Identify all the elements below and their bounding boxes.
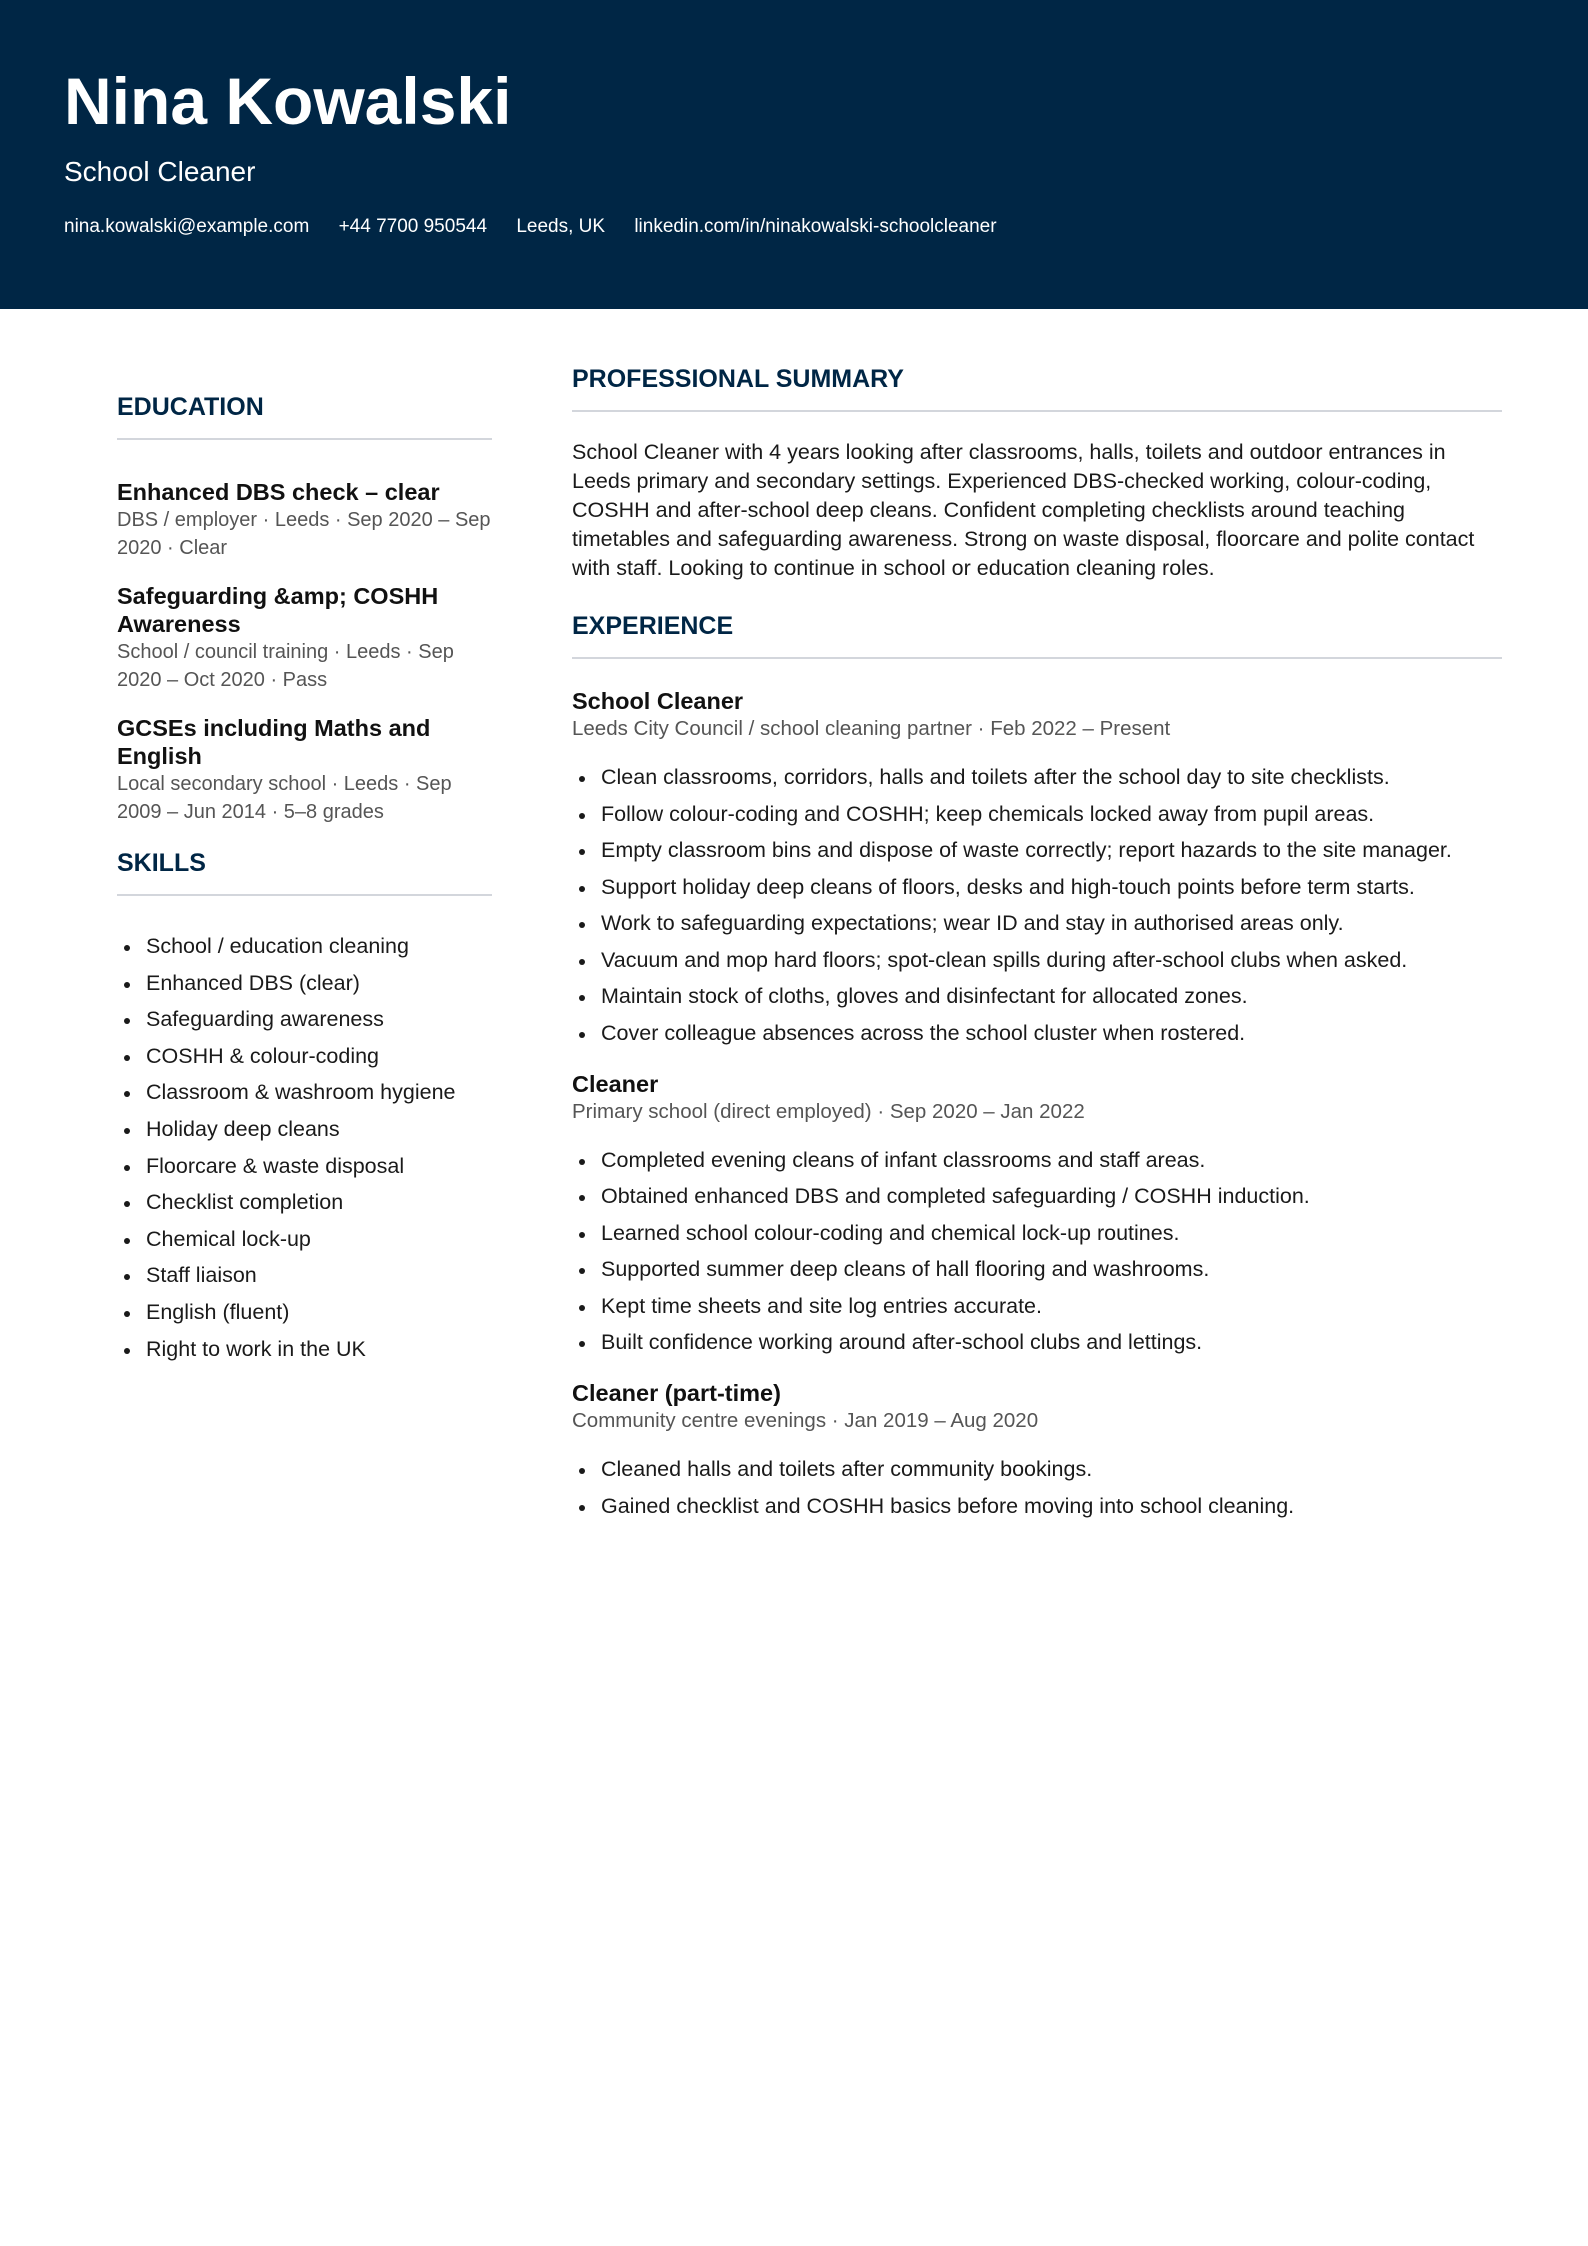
skill-item: Safeguarding awareness xyxy=(117,1005,492,1034)
education-meta: Local secondary school · Leeds · Sep 2009 – Jun 2014 · 5–8 grades xyxy=(117,773,452,823)
education-item xyxy=(117,714,492,826)
education-title: Safeguarding &amp; COSHH Awareness xyxy=(117,583,439,637)
skill-item: Chemical lock-up xyxy=(117,1225,492,1254)
resume-header xyxy=(0,0,1588,309)
job-bullet-list xyxy=(572,1455,1502,1521)
education-item xyxy=(117,478,492,562)
contact-phone: +44 7700 950544 xyxy=(338,216,488,237)
skill-item: Right to work in the UK xyxy=(117,1335,492,1364)
job-meta: Leeds City Council / school cleaning partner · Feb 2022 – Present xyxy=(572,717,1171,740)
contact-line xyxy=(64,214,1021,240)
candidate-name: Nina Kowalski xyxy=(64,64,512,138)
job-bullet: Work to safeguarding expectations; wear ID and stay in authorised areas only. xyxy=(572,909,1502,938)
education-item xyxy=(117,582,492,694)
education-meta: School / council training · Leeds · Sep 2020 – Oct 2020 · Pass xyxy=(117,641,454,691)
job-bullet: Clean classrooms, corridors, halls and toilets after the school day to site checklists. xyxy=(572,763,1502,792)
skill-item: Holiday deep cleans xyxy=(117,1115,492,1144)
skill-item: Staff liaison xyxy=(117,1261,492,1290)
job-entry xyxy=(572,687,1502,1048)
job-bullet: Obtained enhanced DBS and completed safeguarding / COSHH induction. xyxy=(572,1182,1502,1211)
skills-heading: SKILLS xyxy=(117,846,492,896)
summary-section xyxy=(572,362,1502,583)
job-bullet: Cover colleague absences across the school cluster when rostered. xyxy=(572,1019,1502,1048)
skills-section xyxy=(117,846,492,1364)
summary-text: School Cleaner with 4 years looking after classrooms, halls, toilets and outdoor entrances in Leeds primary and secondary settings. Experienced DBS-checked working, colour-coding, COSHH and after-school deep cleans. Confident completing checklists around teaching timetables and safeguarding awareness. Strong on waste disposal, floorcare and polite contact with staff. Looking to continue in school or education cleaning roles. xyxy=(572,440,1475,580)
job-bullet: Vacuum and mop hard floors; spot-clean spills during after-school clubs when asked. xyxy=(572,946,1502,975)
job-bullet: Empty classroom bins and dispose of waste correctly; report hazards to the site manager. xyxy=(572,836,1502,865)
job-bullet: Maintain stock of cloths, gloves and disinfectant for allocated zones. xyxy=(572,982,1502,1011)
experience-heading: EXPERIENCE xyxy=(572,609,1502,659)
job-bullet: Completed evening cleans of infant classrooms and staff areas. xyxy=(572,1146,1502,1175)
job-title: Cleaner (part-time) xyxy=(572,1380,781,1406)
candidate-role: School Cleaner xyxy=(64,156,256,187)
skill-item: COSHH & colour-coding xyxy=(117,1042,492,1071)
job-bullet: Supported summer deep cleans of hall flooring and washrooms. xyxy=(572,1255,1502,1284)
skill-item: Checklist completion xyxy=(117,1188,492,1217)
skill-item: English (fluent) xyxy=(117,1298,492,1327)
skill-item: Classroom & washroom hygiene xyxy=(117,1078,492,1107)
education-title: GCSEs including Maths and English xyxy=(117,715,431,769)
job-bullet: Built confidence working around after-school clubs and lettings. xyxy=(572,1328,1502,1357)
contact-location: Leeds, UK xyxy=(516,216,606,237)
job-meta: Community centre evenings · Jan 2019 – Aug 2020 xyxy=(572,1409,1039,1432)
job-bullet: Learned school colour-coding and chemical lock-up routines. xyxy=(572,1219,1502,1248)
education-meta: DBS / employer · Leeds · Sep 2020 – Sep 2020 · Clear xyxy=(117,509,491,559)
summary-heading: PROFESSIONAL SUMMARY xyxy=(572,362,1502,412)
job-bullet: Kept time sheets and site log entries accurate. xyxy=(572,1292,1502,1321)
education-section xyxy=(117,390,492,826)
job-entry xyxy=(572,1070,1502,1358)
skills-list xyxy=(117,932,492,1364)
contact-linkedin: linkedin.com/in/ninakowalski-schoolcleaner xyxy=(634,216,997,237)
job-bullet-list xyxy=(572,763,1502,1048)
job-bullet-list xyxy=(572,1146,1502,1358)
job-entry xyxy=(572,1379,1502,1521)
job-meta: Primary school (direct employed) · Sep 2020 – Jan 2022 xyxy=(572,1099,1085,1123)
job-bullet: Gained checklist and COSHH basics before moving into school cleaning. xyxy=(572,1492,1502,1521)
job-title: School Cleaner xyxy=(572,688,744,714)
education-heading: EDUCATION xyxy=(117,390,492,440)
contact-email: nina.kowalski@example.com xyxy=(64,216,310,237)
education-list xyxy=(117,478,492,826)
skill-item: School / education cleaning xyxy=(117,932,492,961)
left-column xyxy=(117,390,492,1371)
education-title: Enhanced DBS check – clear xyxy=(117,479,440,505)
job-title: Cleaner xyxy=(572,1070,659,1097)
skill-item: Enhanced DBS (clear) xyxy=(117,969,492,998)
right-column xyxy=(572,362,1502,1528)
experience-section xyxy=(572,609,1502,1521)
job-bullet: Follow colour-coding and COSHH; keep chemicals locked away from pupil areas. xyxy=(572,800,1502,829)
job-bullet: Cleaned halls and toilets after community bookings. xyxy=(572,1455,1502,1484)
job-bullet: Support holiday deep cleans of floors, desks and high-touch points before term starts. xyxy=(572,873,1502,902)
skill-item: Floorcare & waste disposal xyxy=(117,1152,492,1181)
